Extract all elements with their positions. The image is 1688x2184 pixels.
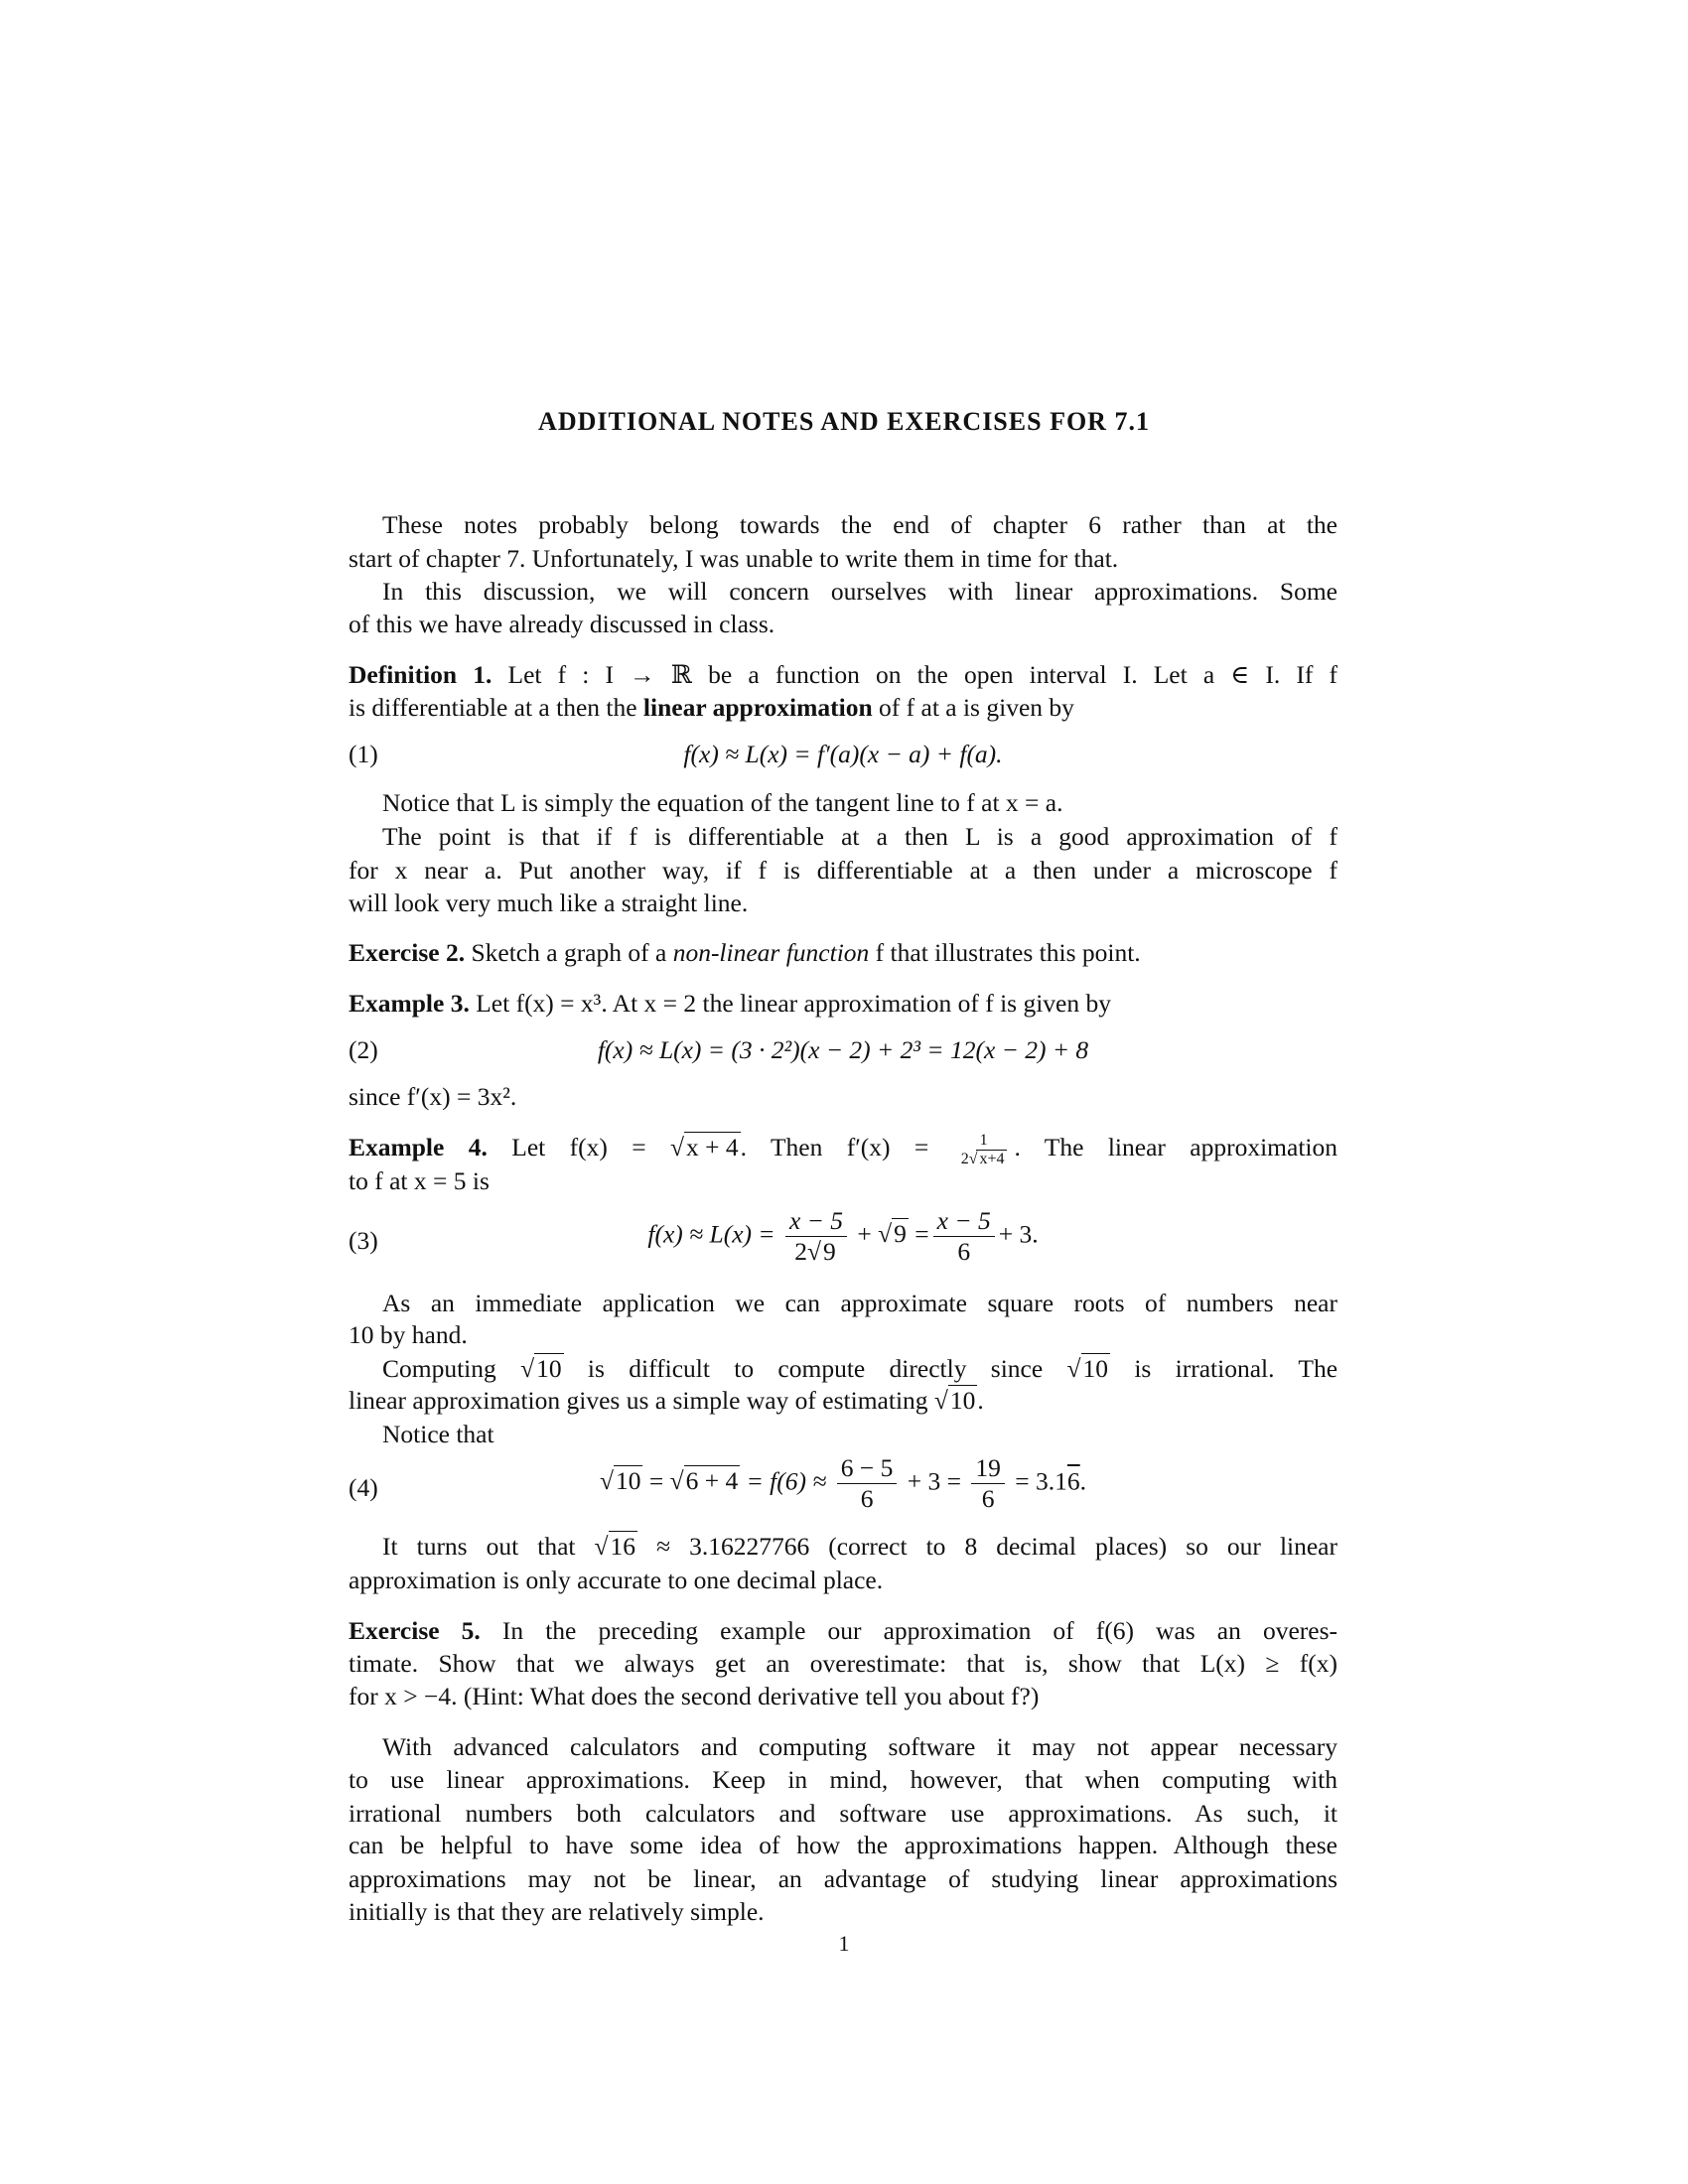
- intro-paragraph-line: These notes probably belong towards the end of chapter 6 rather than at the: [382, 510, 1337, 539]
- example-4-line: Example 4. Let f(x) = √x + 4. Then f′(x) = $\frac{1}{2√ x+4}$ . The linear approximation: [349, 1131, 1337, 1167]
- application-line: As an immediate application we can approximate square roots of numbers near: [382, 1289, 1337, 1317]
- example-label: Example 4.: [349, 1133, 488, 1161]
- derivative-fraction: $\frac{1}{2√ x+4}$: [960, 1131, 1005, 1167]
- notice-tangent-line: Notice that L is simply the equation of the tangent line to f at x = a.: [382, 788, 1063, 817]
- example-3-since: since f′(x) = 3x².: [349, 1082, 517, 1111]
- turns-out-line: It turns out that √16 ≈ 3.16227766 (correct to 8 decimal places) so our linear: [382, 1532, 1337, 1561]
- turns-out-line: approximation is only accurate to one decimal place.: [349, 1566, 884, 1594]
- equation-number: (3): [349, 1226, 378, 1255]
- closing-paragraph-line: to use linear approximations. Keep in mind, however, that when computing with: [349, 1765, 1337, 1794]
- page-number: 1: [838, 1931, 850, 1956]
- intro-paragraph-line: of this we have already discussed in class.: [349, 610, 775, 638]
- exercise-2: Exercise 2. Sketch a graph of a non-linear function f that illustrates this point.: [349, 938, 1141, 967]
- term-linear-approximation: linear approximation: [642, 693, 873, 722]
- equation-number: (4): [349, 1473, 378, 1502]
- example-4-line: to f at x = 5 is: [349, 1166, 490, 1195]
- exercise-5-line: for x > −4. (Hint: What does the second derivative tell you about f?): [349, 1682, 1040, 1710]
- point-paragraph-line: The point is that if f is differentiable at a then L is a good approximation of f: [382, 822, 1337, 851]
- exercise-label: Exercise 5.: [349, 1616, 481, 1645]
- closing-paragraph-line: With advanced calculators and computing software it may not appear necessary: [382, 1732, 1337, 1761]
- equation-number: (2): [349, 1035, 378, 1064]
- exercise-label: Exercise 2.: [349, 938, 466, 967]
- exercise-5-line: Exercise 5. In the preceding example our approximation of f(6) was an overes-: [349, 1616, 1337, 1645]
- sqrt-expression: √x + 4: [670, 1133, 739, 1161]
- notice-that-line: Notice that: [382, 1420, 494, 1448]
- definition-1-line: is differentiable at a then the linear approximation of f at a is given by: [349, 693, 1074, 722]
- closing-paragraph-line: irrational numbers both calculators and software use approximations. As such, it: [349, 1799, 1337, 1828]
- intro-paragraph-line: In this discussion, we will concern ourselves with linear approximations. Some: [382, 577, 1337, 606]
- point-paragraph-line: for x near a. Put another way, if f is differentiable at a then under a microscope f: [349, 856, 1337, 885]
- equation-number: (1): [349, 740, 378, 768]
- application-line: 10 by hand.: [349, 1320, 468, 1349]
- definition-label: Definition 1.: [349, 660, 492, 689]
- equation-body: f(x) ≈ L(x) = (3 · 2²)(x − 2) + 2³ = 12(x − 2) + 8: [597, 1035, 1089, 1064]
- computing-line: linear approximation gives us a simple way of estimating √10.: [349, 1386, 984, 1415]
- computing-line: Computing √10 is difficult to compute directly since √10 is irrational. The: [382, 1354, 1338, 1383]
- point-paragraph-line: will look very much like a straight line.: [349, 888, 749, 917]
- equation-body: f(x) ≈ L(x) = f′(a)(x − a) + f(a).: [683, 740, 1003, 768]
- equation-body: f(x) ≈ L(x) = $\frac{x - 5}{2√9}$ + √9 = $\frac{x - 5}{6}$ + 3.: [647, 1206, 1039, 1266]
- example-label: Example 3.: [349, 989, 470, 1018]
- exercise-5-line: timate. Show that we always get an overestimate: that is, show that L(x) ≥ f(x): [349, 1649, 1337, 1678]
- closing-paragraph-line: initially is that they are relatively simple.: [349, 1897, 765, 1926]
- closing-paragraph-line: approximations may not be linear, an advantage of studying linear approximations: [349, 1864, 1337, 1893]
- example-3: Example 3. Let f(x) = x³. At x = 2 the linear approximation of f is given by: [349, 989, 1111, 1018]
- intro-paragraph-line: start of chapter 7. Unfortunately, I was unable to write them in time for that.: [349, 544, 1119, 573]
- definition-1-line: Definition 1. Let f : I → ℝ be a function on the open interval I. Let a ∈ I. If f: [349, 660, 1338, 689]
- page-title: ADDITIONAL NOTES AND EXERCISES FOR 7.1: [538, 407, 1150, 436]
- equation-body: √10 = √6 + 4 = f(6) ≈ $\frac{6 - 5}{6}$ + 3 = $\frac{19}{6}$ = 3.16.: [599, 1453, 1087, 1513]
- closing-paragraph-line: can be helpful to have some idea of how the approximations happen. Although these: [349, 1831, 1337, 1859]
